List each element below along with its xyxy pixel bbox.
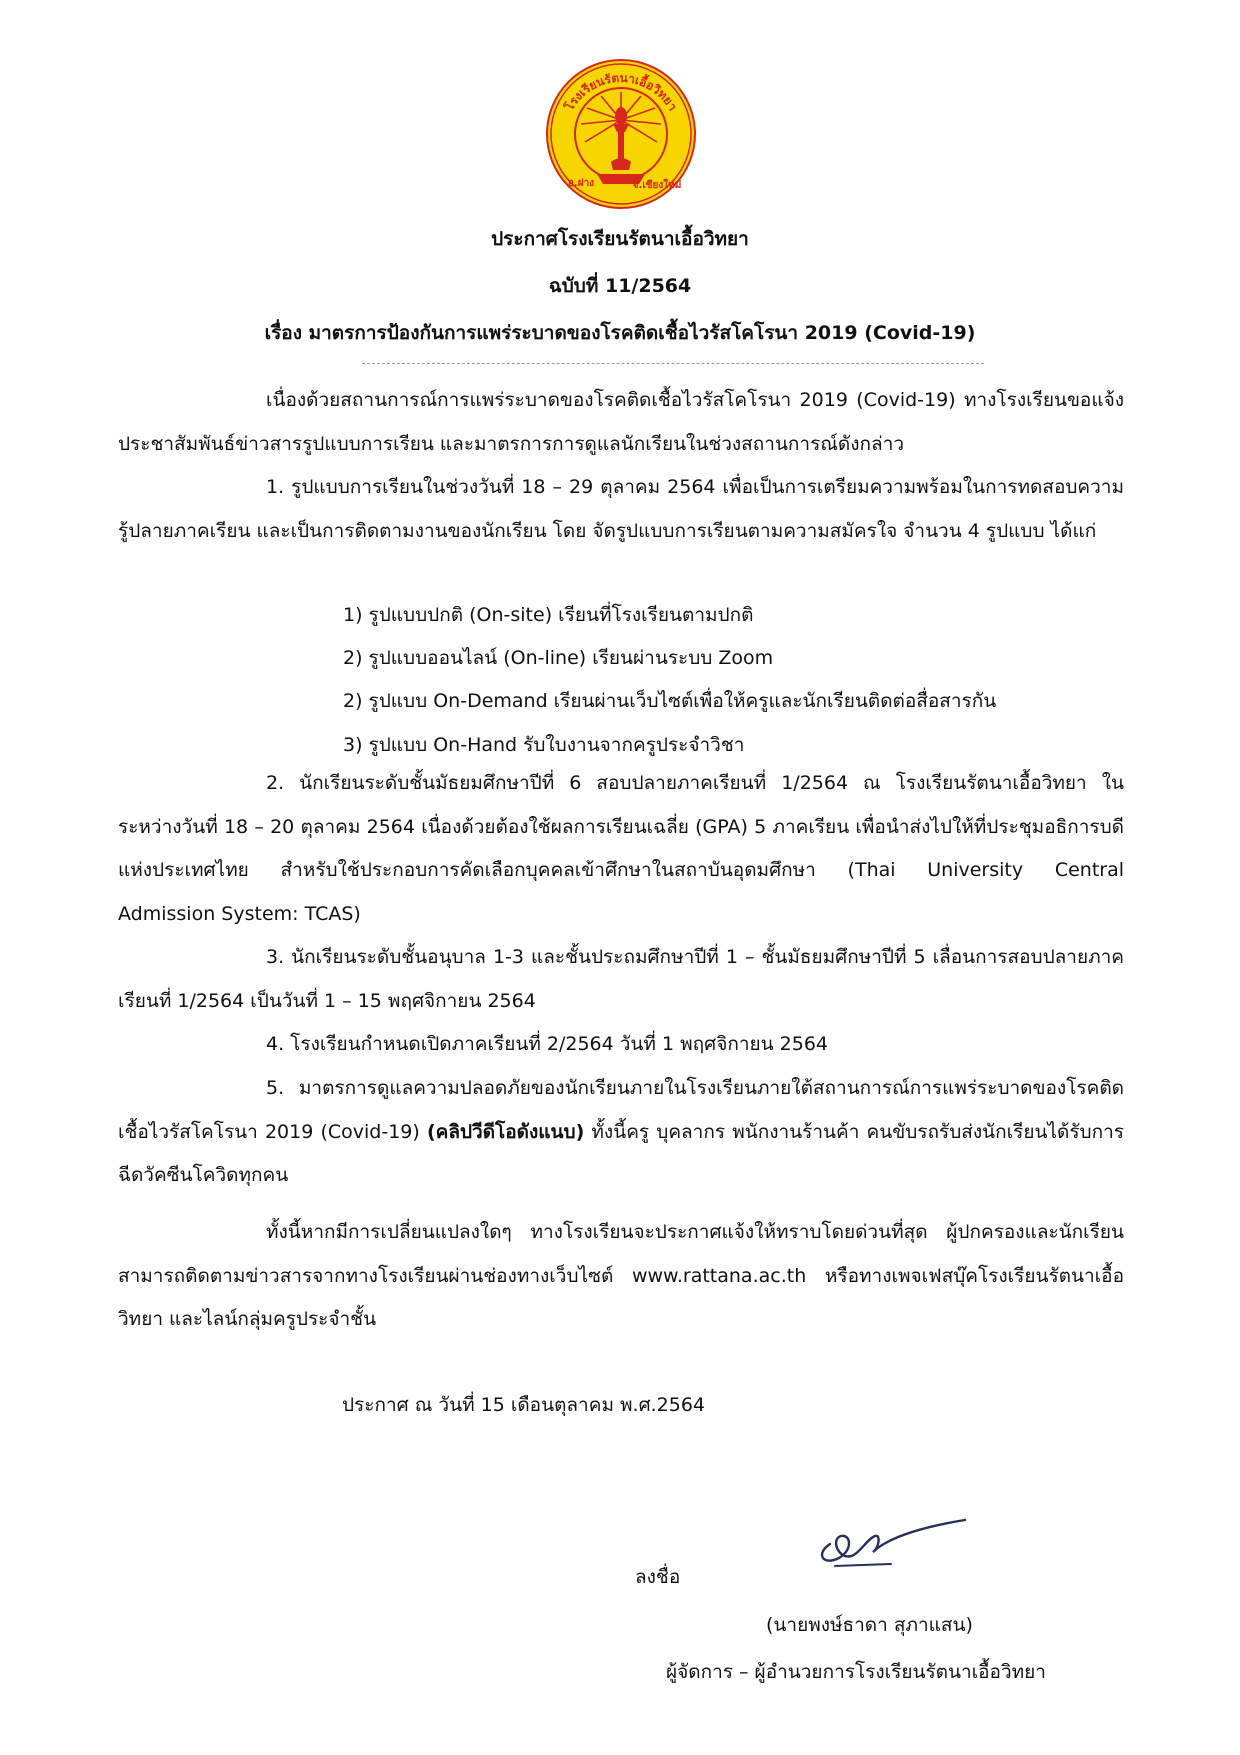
item-5-paragraph: [118, 1067, 1124, 1198]
signature: [805, 1500, 975, 1580]
learning-option-2: 2) รูปแบบออนไลน์ (On-line) เรียนผ่านระบบ Zoom: [343, 647, 774, 669]
announcement-date: ประกาศ ณ วันที่ 15 เดือนตุลาคม พ.ศ.2564: [342, 1394, 706, 1416]
logo-top-text: โรงเรียนรัตนาเอื้อวิทยา: [562, 70, 680, 114]
sign-label: ลงชื่อ: [635, 1566, 681, 1588]
announcement-issue: ฉบับที่ 11/2564: [548, 275, 692, 297]
item-4-paragraph: 4. โรงเรียนกำหนดเปิดภาคเรียนที่ 2/2564 วันที่ 1 พฤศจิกายน 2564: [266, 1033, 829, 1055]
video-clip-note: (คลิปวีดีโอดังแนบ): [426, 1120, 585, 1143]
learning-option-4: 3) รูปแบบ On-Hand รับใบงานจากครูประจำวิชา: [343, 734, 745, 756]
intro-paragraph: เนื่องด้วยสถานการณ์การแพร่ระบาดของโรคติดเชื้อไวรัสโคโรนา 2019 (Covid-19) ทางโรงเรียนขอแจ้งประชาสัมพันธ์ข่าวสารรูปแบบการเรียน และมาตรการการดูแลนักเรียนในช่วงสถานการณ์ดังกล่าว: [118, 389, 1124, 455]
signer-name: (นายพงษ์ธาดา สุภาแสน): [766, 1614, 973, 1636]
closing-paragraph: ทั้งนี้หากมีการเปลี่ยนแปลงใดๆ ทางโรงเรียนจะประกาศแจ้งให้ทราบโดยด่วนที่สุด ผู้ปกครองและนักเรียนสามารถติดตามข่าวสารจากทางโรงเรียนผ่านช่องทางเว็บไซต์ www.rattana.ac.th หรือทางเพจเฟสบุ๊คโรงเรียนรัตนาเอื้อวิทยา และไลน์กลุ่มครูประจำชั้น: [118, 1221, 1124, 1330]
item-2-paragraph: 2. นักเรียนระดับชั้นมัธยมศึกษาปีที่ 6 สอบปลายภาคเรียนที่ 1/2564 ณ โรงเรียนรัตนาเอื้อวิทยา ในระหว่างวันที่ 18 – 20 ตุลาคม 2564 เนื่องด้วยต้องใช้ผลการเรียนเฉลี่ย (GPA) 5 ภาคเรียน เพื่อนำส่งไปให้ที่ประชุมอธิการบดีแห่งประเทศไทย สำหรับใช้ประกอบการคัดเลือกบุคคลเข้าศึกษาในสถาบันอุดมศึกษา (Thai University Central Admission System: TCAS): [118, 772, 1124, 925]
learning-option-1: 1) รูปแบบปกติ (On-site) เรียนที่โรงเรียนตามปกติ: [343, 604, 754, 626]
item-1-paragraph: 1. รูปแบบการเรียนในช่วงวันที่ 18 – 29 ตุลาคม 2564 เพื่อเป็นการเตรียมความพร้อมในการทดสอบความรู้ปลายภาคเรียน และเป็นการติดตามงานของนักเรียน โดย จัดรูปแบบการเรียนตามความสมัครใจ จำนวน 4 รูปแบบ ได้แก่: [118, 476, 1124, 542]
announcement-title: ประกาศโรงเรียนรัตนาเอื้อวิทยา: [491, 228, 749, 250]
learning-option-3: 2) รูปแบบ On-Demand เรียนผ่านเว็บไซต์เพื่อให้ครูและนักเรียนติดต่อสื่อสารกัน: [343, 690, 997, 712]
logo-right-text: จ.เชียงใหม่: [632, 180, 682, 191]
signer-title: ผู้จัดการ – ผู้อำนวยการโรงเรียนรัตนาเอื้อวิทยา: [666, 1661, 1046, 1683]
item-5-text-b: ทั้งนี้ครู บุคลากร พนักงานร้านค้า คนขับรถรับส่งนักเรียนได้รับการฉีดวัคซีนโควิดทุกคน: [118, 1120, 1124, 1186]
item-3-paragraph: 3. นักเรียนระดับชั้นอนุบาล 1-3 และชั้นประถมศึกษาปีที่ 1 – ชั้นมัธยมศึกษาปีที่ 5 เลื่อนการสอบปลายภาคเรียนที่ 1/2564 เป็นวันที่ 1 – 15 พฤศจิกายน 2564: [118, 946, 1124, 1012]
school-logo: [545, 58, 697, 210]
header-divider: [362, 363, 984, 364]
item-5-text-a: 5. มาตรการดูแลความปลอดภัยของนักเรียนภายในโรงเรียนภายใต้สถานการณ์การแพร่ระบาดของโรคติดเชื้อไวรัสโคโรนา 2019 (Covid-19): [118, 1077, 1124, 1143]
announcement-subject: เรื่อง มาตรการป้องกันการแพร่ระบาดของโรคติดเชื้อไวรัสโคโรนา 2019 (Covid-19): [264, 322, 976, 344]
logo-left-text: อ.ฝาง: [567, 178, 595, 189]
